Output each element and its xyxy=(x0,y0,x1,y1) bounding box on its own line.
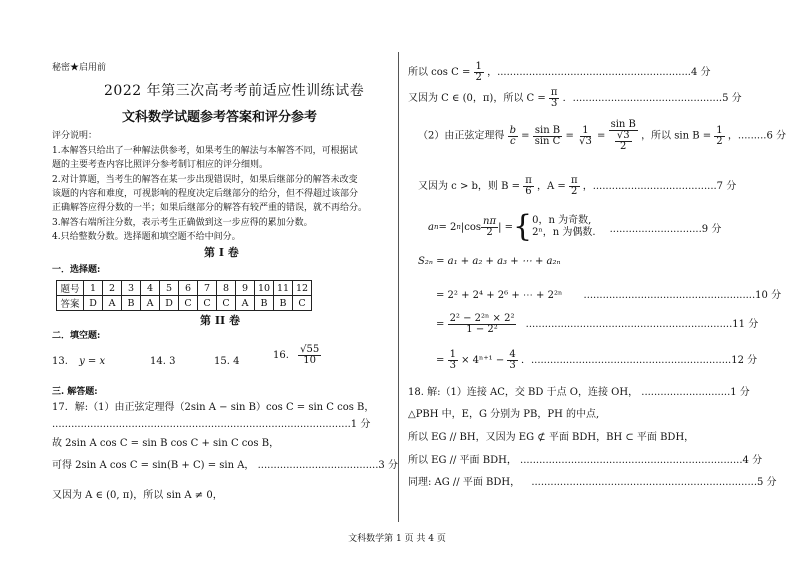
fraction xyxy=(481,217,498,238)
fraction-denominator: 2 xyxy=(571,186,578,197)
fraction xyxy=(508,126,518,147)
rule-line: 1.本解答只给出了一种解法供参考，如果考生的解法与本解答不同，可根据试 xyxy=(52,146,358,156)
r-line-C xyxy=(408,88,742,109)
fraction-numerator: 1 xyxy=(449,349,456,360)
fraction xyxy=(577,126,594,147)
score-leader: ......................................................................4 分 xyxy=(520,455,763,466)
expression-text: 又因为 c > b，则 B = xyxy=(418,181,521,192)
fraction-numerator: √3 xyxy=(616,130,630,141)
fraction xyxy=(507,350,517,371)
question-number: 5 xyxy=(160,281,179,296)
fraction xyxy=(714,126,724,147)
r-line-sine-law: （2）由正弦定理得 $\frac{b}{c}$ = $\frac{\text{sin B}}{\text{sin C}}$ = $\frac{1}{√3}$ = $\frac{\text{sin B}}{\frac{√3}{2}}$ ，所以 sin B = $\frac{1}{2}$ ，.........6 分 xyxy=(418,119,787,152)
fraction xyxy=(474,62,484,83)
score-leader: ，.............................................................4 分 xyxy=(487,67,711,78)
answer-cell: A xyxy=(141,296,160,311)
table-header-cell: 答案 xyxy=(57,296,84,311)
q17-score: ..............................................................................................1 分 xyxy=(52,419,371,430)
answer-cell: C xyxy=(179,296,198,311)
fraction-denominator: 3 xyxy=(509,360,516,371)
r-line-result: = $\frac{1}{3}$ × 4ⁿ⁺¹ − $\frac{4}{3}$ ．...............................................................12 分 xyxy=(436,349,758,371)
expression-text: 所以 EG // 平面 BDH， xyxy=(408,455,517,466)
column-divider xyxy=(398,52,399,522)
expression-text: a xyxy=(428,221,434,233)
fraction-numerator: 4 xyxy=(509,349,516,360)
score-leader: ............................1 分 xyxy=(641,387,750,398)
question-number: 2 xyxy=(103,281,122,296)
score-leader: ，.........6 分 xyxy=(727,130,787,142)
fill-q13-answer: y = x xyxy=(79,356,106,367)
answer-cell: C xyxy=(217,296,236,311)
fill-q15: 15. 4 xyxy=(214,356,240,367)
expression-text: 所以 cos C = xyxy=(408,67,471,78)
secret-label: 秘密★启用前 xyxy=(52,63,107,73)
page-footer: 文科数学第 1 页 共 4 页 xyxy=(348,534,446,544)
table-row xyxy=(57,281,312,296)
answer-cell: D xyxy=(84,296,103,311)
part1-title: 第 I 卷 xyxy=(204,246,239,259)
q17-line xyxy=(52,456,398,471)
fraction-numerator: sin B xyxy=(534,124,561,136)
answer-cell: A xyxy=(103,296,122,311)
question-number: 8 xyxy=(217,281,236,296)
question-number: 3 xyxy=(122,281,141,296)
fill-q14: 14. 3 xyxy=(150,356,176,367)
fraction-numerator: nπ xyxy=(483,215,497,227)
fraction-numerator: 1 xyxy=(475,61,482,72)
fraction xyxy=(615,131,632,152)
part2-title: 第 II 卷 xyxy=(200,314,240,327)
q18-line xyxy=(408,451,762,466)
fraction xyxy=(533,126,563,147)
rule-line: 3.解答右端所注分数，表示考生正确做到这一步应得的累加分数。 xyxy=(52,218,313,228)
answer-cell: A xyxy=(236,296,255,311)
q18-line xyxy=(408,383,750,398)
section-choice: 一．选择题: xyxy=(52,265,101,275)
score-leader: .................................................................11 分 xyxy=(525,319,759,330)
fraction-denominator: 3 xyxy=(551,98,558,109)
rule-line: 正确解答应得分数的一半；如果后继部分的解答有较严重的错误，就不再给分。 xyxy=(52,203,368,213)
r-line-S2n: S₂ₙ = a₁ + a₂ + a₃ + ⋯ + a₂ₙ xyxy=(418,256,561,267)
question-number: 9 xyxy=(236,281,255,296)
score-leader: .......................................................................5 分 xyxy=(531,477,777,488)
fraction-numerator: π xyxy=(525,175,532,186)
expression-text: 18. 解:（1）连接 AC，交 BD 于点 O，连接 OH， xyxy=(408,387,639,398)
fraction-numerator: sin B xyxy=(610,119,636,130)
q17-line: 又因为 A ∈ (0, π)，所以 sin A ≠ 0， xyxy=(52,490,223,501)
score-leader: ．...............................................................12 分 xyxy=(520,355,758,366)
rule-line: 2.对计算题，当考生的解答在某一步出现错误时，如果后继部分的解答未改变 xyxy=(52,175,358,185)
fraction-denominator: 1 − 2² xyxy=(466,324,498,335)
fraction-denominator xyxy=(613,131,634,152)
section-solve: 三. 解答题: xyxy=(52,387,98,397)
q18-line: 所以 EG // BH，又因为 EG ⊄ 平面 BDH，BH ⊂ 平面 BDH， xyxy=(408,432,695,443)
fill-q16-number: 16. xyxy=(273,350,289,361)
brace-icon: { xyxy=(513,209,533,244)
question-number: 12 xyxy=(293,281,312,296)
score-leader: ．...............................................5 分 xyxy=(562,93,742,104)
answer-cell: D xyxy=(160,296,179,311)
answer-cell: B xyxy=(122,296,141,311)
q18-line xyxy=(408,473,777,488)
fraction-denominator: 2 xyxy=(620,141,627,152)
rules-heading: 评分说明： xyxy=(52,131,98,141)
q17-expression: 可得 2sin A cos C = sin(B + C) = sin A， xyxy=(52,460,255,471)
piecewise-cases xyxy=(532,215,596,240)
fraction-numerator: π xyxy=(570,175,578,186)
fraction-denominator: 2 xyxy=(716,135,723,147)
fill-q16 xyxy=(273,345,321,366)
piecewise-case: 2ⁿ，n 为偶数. xyxy=(532,227,596,238)
r-line-cosC xyxy=(408,62,711,83)
fraction-denominator: sin C xyxy=(534,135,561,147)
fraction-denominator: c xyxy=(509,135,516,147)
fill-q13 xyxy=(52,356,105,367)
fraction-numerator: b xyxy=(509,124,516,136)
answer-cell: C xyxy=(293,296,312,311)
fraction-denominator: 2 xyxy=(486,226,493,238)
q17-line: 17．解:（1）由正弦定理得（2sin A − sin B）cos C = sin C cos B， xyxy=(52,402,375,413)
fraction xyxy=(448,350,458,371)
section-fill: 二．填空题: xyxy=(52,331,101,341)
expression-superscript: n xyxy=(456,223,461,231)
fraction-denominator: 6 xyxy=(525,186,532,197)
expression-text: （2）由正弦定理得 xyxy=(418,130,505,142)
question-number: 1 xyxy=(84,281,103,296)
expression-text: = 2 xyxy=(438,221,457,233)
fraction-denominator: √3 xyxy=(579,135,592,147)
answer-table xyxy=(56,280,312,311)
score-leader: .............................9 分 xyxy=(609,223,722,235)
question-number: 10 xyxy=(255,281,274,296)
r-line-sum xyxy=(436,286,781,301)
q17-line: 故 2sin A cos C = sin B cos C + sin C cos B， xyxy=(52,438,280,449)
fraction-numerator: 1 xyxy=(716,124,723,136)
r-line-an: a n = 2 n |cos $\frac{n\pi}{2}$ | = { 0，n 为奇数, 2ⁿ，n 为偶数. .............................9 分 xyxy=(428,209,722,244)
answer-cell: C xyxy=(198,296,217,311)
answer-cell: B xyxy=(255,296,274,311)
score-leader: ......................................................10 分 xyxy=(583,290,782,301)
rule-line: 题的主要考查内容比照评分参考制订相应的评分细则。 xyxy=(52,160,269,170)
fraction-numerator: π xyxy=(550,87,558,98)
exam-title: 2022 年第三次高考考前适应性训练试卷 xyxy=(104,83,365,99)
question-number: 7 xyxy=(198,281,217,296)
score-leader: ，.......................................7 分 xyxy=(582,181,737,192)
question-number: 6 xyxy=(179,281,198,296)
question-number: 11 xyxy=(274,281,293,296)
q18-line: △PBH 中，E，G 分别为 PB，PH 的中点, xyxy=(408,409,600,420)
fraction-denominator: 3 xyxy=(449,360,456,371)
expression-subscript: n xyxy=(433,223,439,231)
expression-text: |cos xyxy=(460,221,482,233)
fill-q13-number: 13. xyxy=(52,356,68,367)
q17-score: ......................................3 分 xyxy=(257,460,398,471)
answer-cell: B xyxy=(274,296,293,311)
exam-subtitle: 文科数学试题参考答案和评分参考 xyxy=(122,110,318,125)
rule-line: 4.只给整数分数。选择题和填空题不给中间分。 xyxy=(52,232,241,242)
fill-q16-fraction xyxy=(298,345,321,366)
table-header-cell: 题号 xyxy=(57,281,84,296)
fraction xyxy=(569,176,580,197)
r-line-geometric: = $\frac{\text{2² − 2²ⁿ × 2²}}{\text{1 − 2²}}$ .................................................................11 分 xyxy=(436,313,759,335)
fraction-denominator: 2 xyxy=(475,72,482,83)
fraction xyxy=(523,176,534,197)
expression-text: = 2² + 2⁴ + 2⁶ + ⋯ + 2²ⁿ xyxy=(436,290,563,301)
table-row xyxy=(57,296,312,311)
expression-text: 又因为 C ∈ (0，π)，所以 C = xyxy=(408,93,546,104)
fraction-denominator: 10 xyxy=(303,355,317,366)
expression-text: ，所以 sin B = xyxy=(641,130,712,142)
compound-fraction xyxy=(609,120,638,152)
fraction-numerator: 2² − 2²ⁿ × 2² xyxy=(449,313,515,324)
rule-line: 该题的内容和难度，可视影响的程度决定后继部分的给分，但不得超过该部分 xyxy=(52,189,359,199)
expression-text: 同理: AG // 平面 BDH， xyxy=(408,477,521,488)
fraction-numerator: √55 xyxy=(300,344,320,355)
fraction xyxy=(549,88,560,109)
fraction-numerator: 1 xyxy=(582,124,589,136)
r-line-angles xyxy=(418,176,736,197)
expression-text: ，A = xyxy=(536,181,566,192)
question-number: 4 xyxy=(141,281,160,296)
fraction xyxy=(448,314,517,335)
expression-text: × 4ⁿ⁺¹ − xyxy=(461,355,505,366)
piecewise-case: 0，n 为奇数, xyxy=(532,214,592,226)
